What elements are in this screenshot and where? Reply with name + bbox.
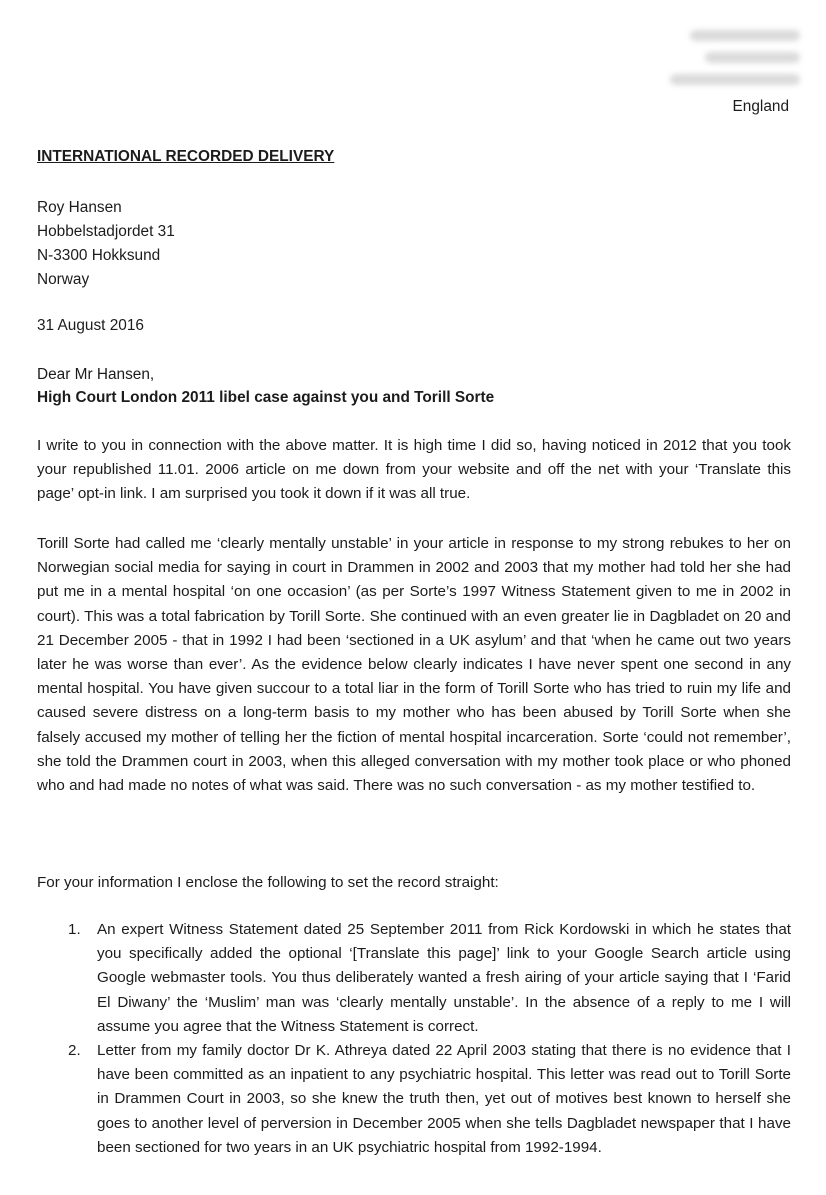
redacted-line xyxy=(705,52,800,63)
list-item-text: An expert Witness Statement dated 25 September 2011 from Rick Kordowski in which he states that you specifically added the optional ‘[Translate this page]’ link to your Google Search article using Google webmaster tools. You thus deliberately wanted a fresh airing of your article saying that I ‘Farid El Diwany’ the ‘Muslim’ man was ‘clearly mentally unstable’. In the absence of a reply to me I will assume you agree that the Witness Statement is correct. xyxy=(97,921,791,1035)
recipient-city: N-3300 Hokksund xyxy=(37,247,161,264)
letter-date: 31 August 2016 xyxy=(37,317,144,334)
enclosure-list xyxy=(37,918,791,1160)
recipient-country: Norway xyxy=(37,271,90,288)
redacted-line xyxy=(690,30,800,41)
recipient-address xyxy=(37,196,175,292)
redacted-line xyxy=(670,74,800,85)
subject-line: High Court London 2011 libel case against you and Torill Sorte xyxy=(37,389,495,406)
list-item-number: 1. xyxy=(68,921,81,938)
list-item-number: 2. xyxy=(68,1042,81,1060)
sender-country: England xyxy=(732,98,789,115)
paragraph: Torill Sorte had called me ‘clearly mentally unstable’ in your article in response to my strong rebukes to her on Norwegian social media for saying in court in Drammen in 2002 and 2003 that my mother had told her she had put me in a mental hospital ‘on one occasion’ (as per Sorte’s 1997 Witness Statement given to me in 2002 in court). This was a total fabrication by Torill Sorte. She continued with an even greater lie in Dagbladet on 20 and 21 December 2005 - that in 1992 I had been ‘sectioned in a UK asylum’ and that ‘when he came out two years later he was worse than ever’. As the evidence below clearly indicates I have never spent one second in any mental hospital. You have given succour to a total liar in the form of Torill Sorte who has tried to ruin my life and caused severe distress on a long-term basis to my mother who has been abused by Torill Sorte when she falsely accused my mother of telling her the fiction of mental hospital incarceration. Sorte ‘could not remember’, she told the Drammen court in 2003, when this alleged conversation with my mother took place or who phoned who and had made no notes of what was said. There was no such conversation - as my mother testified to. xyxy=(37,535,791,795)
salutation: Dear Mr Hansen, xyxy=(37,366,155,383)
paragraph: I write to you in connection with the above matter. It is high time I did so, having noticed in 2012 that you took your republished 11.01. 2006 article on me down from your website and off the net with your ‘Translate this page’ opt-in link. I am surprised you took it down if it was all true. xyxy=(37,437,791,503)
delivery-heading: INTERNATIONAL RECORDED DELIVERY xyxy=(37,148,335,165)
redacted-sender-address xyxy=(640,24,800,96)
list-item xyxy=(37,1039,791,1160)
paragraph: For your information I enclose the following to set the record straight: xyxy=(37,874,499,891)
list-item-text: Letter from my family doctor Dr K. Athreya dated 22 April 2003 stating that there is no evidence that I have been committed as an inpatient to any psychiatric hospital. This letter was read out to Torill Sorte in Drammen Court in 2003, so she knew the truth then, yet out of motives best known to herself she goes to another level of perversion in December 2005 when she tells Dagbladet newspaper that I have been sectioned for two years in an UK psychiatric hospital from 1992-1994. xyxy=(97,1042,791,1156)
recipient-street: Hobbelstadjordet 31 xyxy=(37,223,175,240)
list-item xyxy=(37,918,791,1039)
recipient-name: Roy Hansen xyxy=(37,199,122,216)
